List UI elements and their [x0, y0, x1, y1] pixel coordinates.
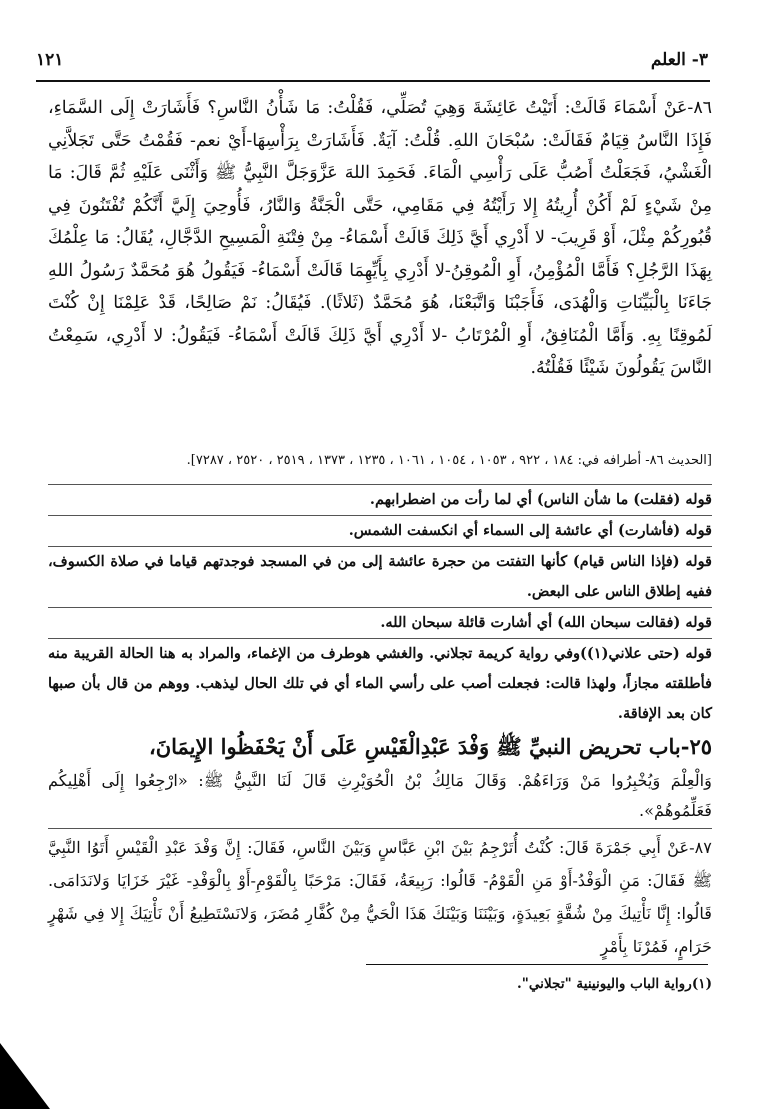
chapter-25-heading — [48, 730, 712, 764]
footnote: (١)رواية الباب واليونينية "تجلاني". — [517, 976, 712, 992]
chapter-25-subtitle: وَالْعِلْمَ وَيُخْبِرُوا مَنْ وَرَاءَهُمْ. وَقَالَ مَالِكُ بْنُ الْحُوَيْرِثِ قَالَ لَنَا النَّبِيُّ ﷺ: «ارْجِعُوا إِلَى أَهْلِيكُم فَعَلِّمُوهُمْ». — [48, 771, 712, 820]
commentary-item: قوله (فأشارت) أي عائشة إلى السماء أي انكسفت الشمس. — [48, 515, 712, 546]
hadith-87-text: ٨٧-عَنْ أَبِي جَمْرَةَ قَالَ: كُنْتُ أُتَرْجِمُ بَيْنَ ابْنِ عَبَّاسٍ وَبَيْنَ النَّاسِ، فَقَالَ: إِنَّ وَفْدَ عَبْدِ الْقَيْسِ أَتَوُا النَّبِيَّ ﷺ فَقَالَ: مَنِ الْوَفْدُ-أَوْ مَنِ الْقَوْمُ- قَالُوا: رَبِيعَةُ، فَقَالَ: مَرْحَبًا بِالْقَوْمِ-أَوْ بِالْوَفْدِ- غَيْرَ خَزَايَا وَلانَدَامَى. قَالُوا: إِنَّا نَأْتِيكَ مِنْ شُقَّةٍ بَعِيدَةٍ، وَبَيْنَنَا وَبَيْنَكَ هَذَا الْحَيُّ مِنْ كُفَّارِ مُضَرَ، وَلانَسْتَطِيعُ أَنْ نَأْتِيَكَ إِلا فِي شَهْرٍ حَرَامٍ، فَمُرْنَا بِأَمْرٍ — [48, 838, 712, 956]
hadith-87 — [48, 828, 712, 963]
footnote-rule — [366, 964, 708, 965]
hadith-86 — [48, 92, 712, 385]
commentary-item: قوله (حتى علاني(١))وفي رواية كريمة تجلاني. والغشي هوطرف من الإغماء، والمراد به هنا الحالة القريبة منه فأطلقته مجازاً، ولهذا قالت: فجعلت أصب على رأسي الماء أي في تلك الحال ليذهب. ووهم من قال بأن صبها كان بعد الإفاقة. — [48, 638, 712, 729]
chapter-title: ٣- العلم — [650, 50, 708, 70]
page-header — [36, 46, 708, 74]
hadith-86-text: ٨٦-عَنْ أَسْمَاءَ قَالَتْ: أَتَيْتُ عَائِشَةَ وَهِيَ تُصَلِّي، فَقُلْتُ: مَا شَأْنُ النَّاسِ؟ فَأَشَارَتْ إِلَى السَّمَاءِ، فَإِذَا النَّاسُ قِيَامٌ فَقَالَتْ: سُبْحَانَ اللهِ. قُلْتُ: آيَةٌ. فَأَشَارَتْ بِرَأْسِهَا-أَيْ نعم- فَقُمْتُ حَتَّى تَجَلاَّنِي الْغَشْيُ، فَجَعَلْتُ أَصُبُّ عَلَى رَأْسِي الْمَاءَ. فَحَمِدَ اللهَ عَزَّوَجَلَّ النَّبِيُّ ﷺ وَأَثْنَى عَلَيْهِ ثُمَّ قَالَ: مَا مِنْ شَيْءٍ لَمْ أَكُنْ أُرِيتُهُ إِلا رَأَيْتُهُ فِي مَقَامِي، حَتَّى الْجَنَّةُ وَالنَّارُ، فَأُوحِيَ إِلَيَّ أَنَّكُمْ تُفْتَنُونَ فِي قُبُورِكُمْ مِثْلَ، أَوْ قَرِيبَ- لا أَدْرِي أَيَّ ذَلِكَ قَالَتْ أَسْمَاءُ- مِنْ فِتْنَةِ الْمَسِيحِ الدَّجَّالِ، يُقَالُ: مَا عِلْمُكَ بِهَذَا الرَّجُلِ؟ فَأَمَّا الْمُؤْمِنُ، أَوِ الْمُوقِنُ-لا أَدْرِي بِأَيِّهِمَا قَالَتْ أَسْمَاءُ- فَيَقُولُ هُوَ مُحَمَّدٌ رَسُولُ اللهِ جَاءَنَا بِالْبَيِّنَاتِ وَالْهُدَى، فَأَجَبْنَا وَاتَّبَعْنَا، هُوَ مُحَمَّدٌ (ثَلاثًا). فَيُقَالُ: نَمْ صَالِحًا، قَدْ عَلِمْنَا إِنْ كُنْتَ لَمُوقِنًا بِهِ. وَأَمَّا الْمُنَافِقُ، أَوِ الْمُرْتَابُ -لا أَدْرِي أَيَّ ذَلِكَ قَالَتْ أَسْمَاءُ- فَيَقُولُ: لا أَدْرِي، سَمِعْتُ النَّاسَ يَقُولُونَ شَيْئًا فَقُلْتُهُ. — [48, 98, 712, 378]
commentary — [48, 484, 712, 729]
hadith-86-references: [الحديث ٨٦- أطرافه في: ١٨٤ ، ٩٢٢ ، ١٠٥٣ ، ١٠٥٤ ، ١٠٦١ ، ١٢٣٥ ، ١٣٧٣ ، ٢٥١٩ ، ٢٥٢٠ ، ٧٢٨٧]. — [186, 453, 712, 468]
page-corner-shadow — [0, 1043, 50, 1109]
commentary-item: قوله (فقالت سبحان الله) أي أشارت قائلة سبحان الله. — [48, 607, 712, 638]
header-rule — [36, 80, 710, 82]
page-number: ١٢١ — [36, 50, 64, 70]
commentary-item: قوله (فقلت) ما شأن الناس) أي لما رأت من اضطرابهم. — [48, 484, 712, 515]
commentary-item: قوله (فإذا الناس قيام) كأنها التفتت من حجرة عائشة إلى من في المسجد فوجدتهم قياما في صلاة الكسوف، ففيه إطلاق الناس على البعض. — [48, 546, 712, 607]
chapter-25-title: ٢٥-باب تحريض النبيِّ ﷺ وَفْدَ عَبْدِالْقَيْسِ عَلَى أَنْ يَحْفَظُوا الإِيمَانَ، — [148, 734, 712, 759]
